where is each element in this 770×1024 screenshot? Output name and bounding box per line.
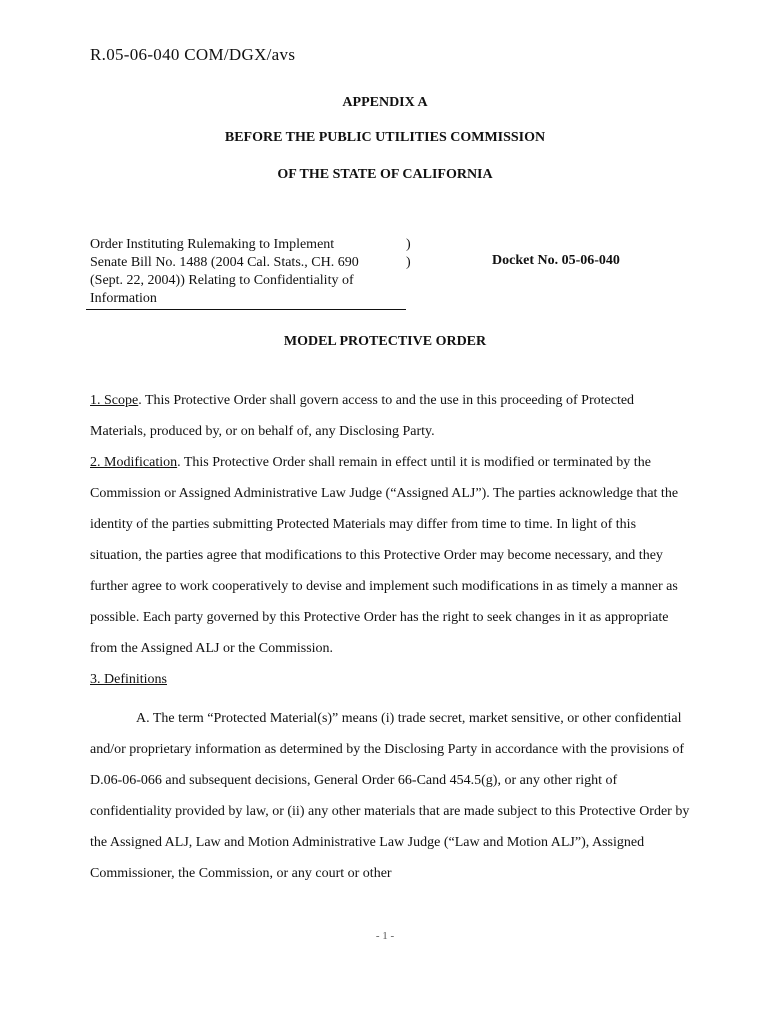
definition-a: A. The term “Protected Material(s)” means (i) trade secret, market sensitive, or other confidential and/or proprietary information as determined by the Disclosing Party in accordance with the provisions of D.06-06-066 and subsequent decisions, General Order 66-Cand 454.5(g), or any other right of confidentiality provided by law, or (ii) any other materials that are made subject to this Protective Order by the Assigned ALJ, Law and Motion Administrative Law Judge (“Law and Motion ALJ”), Assigned Commissioner, the Commission, or any court or other: [90, 711, 690, 881]
caption-paren: ): [406, 237, 411, 252]
section-text: This Protective Order shall govern access to and the use in this proceeding of Protected Materials, produced by, or on behalf of, any Disclosing Party.: [90, 393, 635, 439]
heading-period: .: [177, 455, 181, 470]
section-heading-modification: 2. Modification: [90, 455, 178, 470]
caption-line: Information: [90, 291, 157, 306]
caption-paren: ): [406, 255, 411, 270]
document-title: MODEL PROTECTIVE ORDER: [283, 334, 487, 349]
heading-period: .: [138, 393, 142, 408]
section-heading-scope: 1. Scope: [90, 393, 139, 408]
caption-line: Order Instituting Rulemaking to Implement: [90, 237, 335, 252]
section-definitions: [90, 664, 690, 695]
document-body: [90, 385, 690, 889]
state-heading: OF THE STATE OF CALIFORNIA: [277, 167, 493, 182]
page-number: - 1 -: [375, 930, 395, 942]
caption-line: (Sept. 22, 2004)) Relating to Confidentiality of: [90, 273, 354, 288]
caption-line: Senate Bill No. 1488 (2004 Cal. Stats., CH. 690: [90, 255, 359, 270]
caption-parentheses: [406, 236, 418, 272]
section-text: This Protective Order shall remain in effect until it is modified or terminated by the Commission or Assigned Administrative Law Judge (“Assigned ALJ”). The parties acknowledge that the identity of the parties submitting Protected Materials may differ from time to time. In light of this situation, the parties agree that modifications to this Protective Order may become necessary, and they further agree to work cooperatively to devise and implement such modifications in as timely a manner as possible. Each party governed by this Protective Order has the right to seek changes in it as appropriate from the Assigned ALJ or the Commission.: [90, 455, 679, 656]
appendix-heading: APPENDIX A: [342, 95, 428, 110]
docket-reference: R.05-06-040 COM/DGX/avs: [90, 45, 296, 64]
case-caption: [86, 236, 406, 310]
docket-number: Docket No. 05-06-040: [492, 253, 620, 268]
section-modification: [90, 447, 690, 664]
commission-heading: BEFORE THE PUBLIC UTILITIES COMMISSION: [224, 130, 546, 145]
section-scope: [90, 385, 690, 447]
section-heading-definitions: 3. Definitions: [90, 672, 167, 687]
